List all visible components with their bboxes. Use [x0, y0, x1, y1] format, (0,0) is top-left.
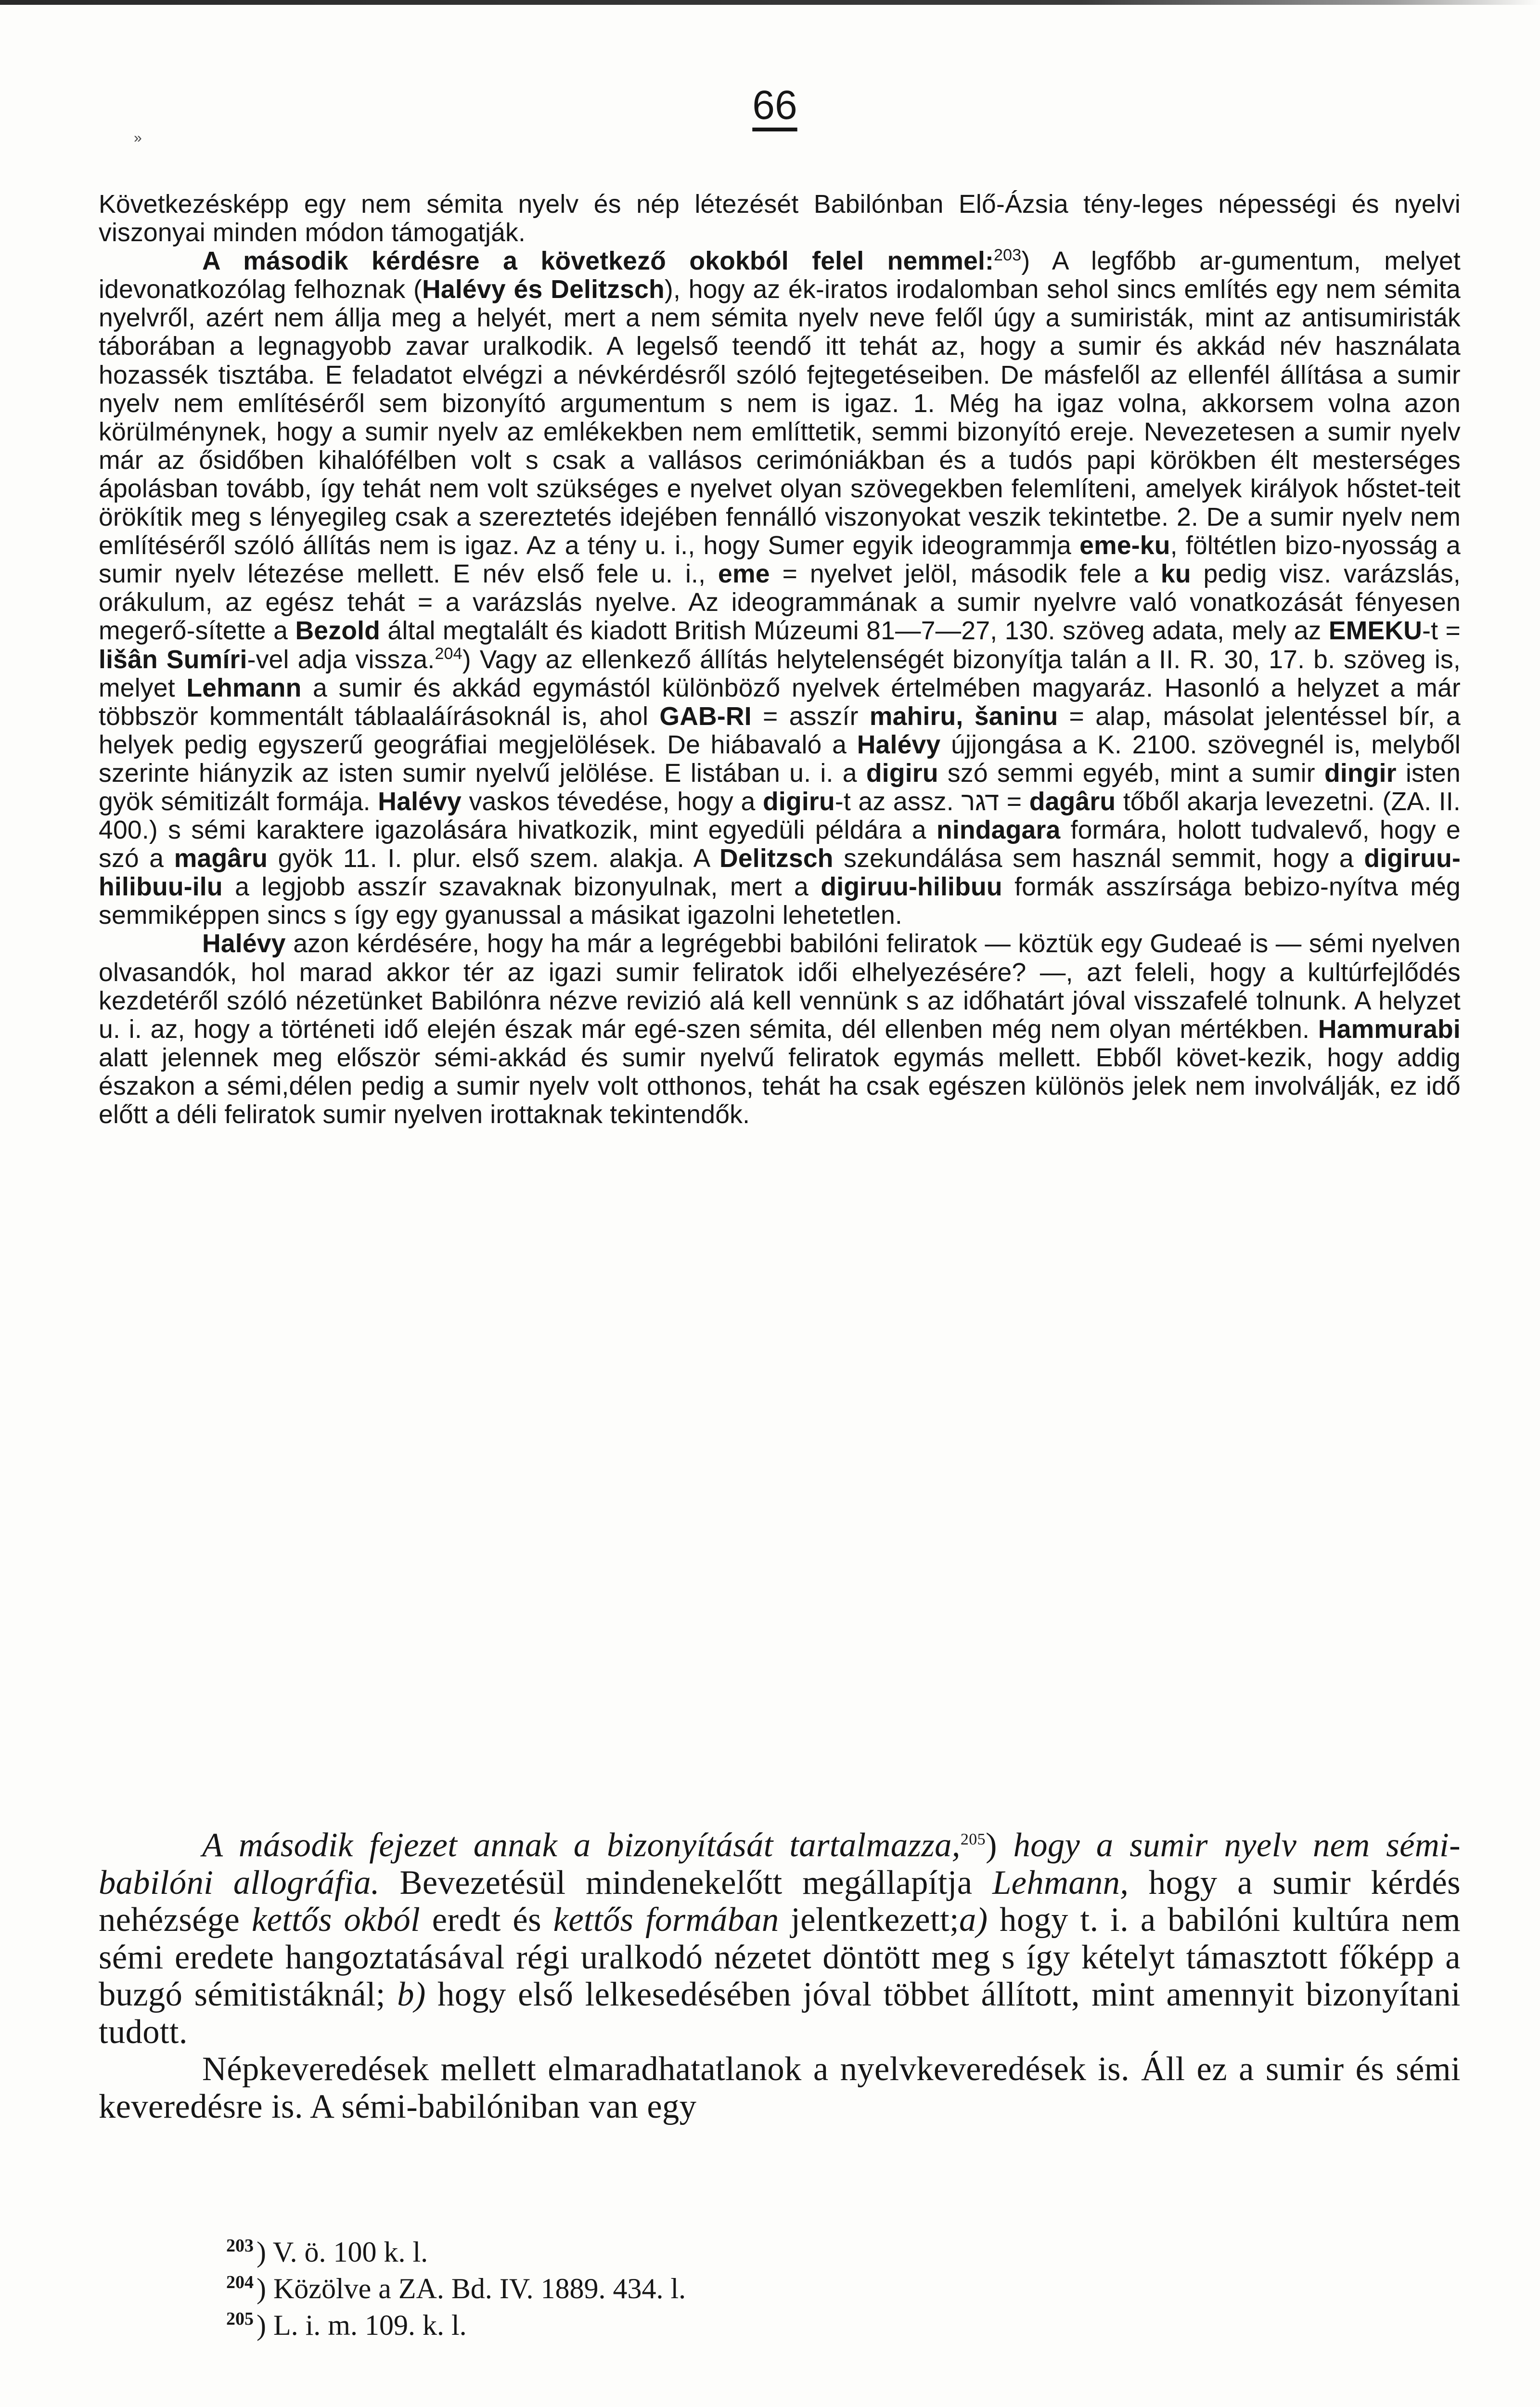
bold-term: digiru [866, 759, 938, 788]
text-run: szekundálása sem használ semmit, hogy a [833, 844, 1364, 873]
footnote-text: ) Közölve a ZA. Bd. IV. 1889. 434. l. [257, 2273, 686, 2304]
bold-term: magâru [174, 844, 268, 873]
footnote-205 [226, 2307, 1285, 2343]
footnote-ref: 203 [994, 246, 1022, 265]
bold-term: nindagara [936, 816, 1061, 845]
bold-term: Hammurabi [1318, 1015, 1461, 1044]
text-run: által megtalált és kiadott British Múzeumi 81—7—27, 130. szöveg adata, mely az [380, 617, 1329, 646]
italic-phrase: kettős formában [553, 1901, 779, 1939]
body-small-print [99, 190, 1461, 1129]
text-run: Bevezetésül mindenekelőtt megállapítja [379, 1863, 993, 1902]
text-run: ) A legfőbb ar-gumentum, melyet idevonatkozólag felhoznak ( [99, 247, 1461, 304]
bold-term: digiru [763, 787, 835, 816]
text-run: ) [986, 1826, 1014, 1864]
paragraph-3 [99, 930, 1461, 1129]
footnote-ref: 204 [435, 644, 462, 663]
text-run: = asszír [751, 702, 870, 731]
text-run: ) Vagy az ellenkező állítás helytelenségét bizonyítja talán a II. R. 30, 17. b. szöveg is, melyet [99, 645, 1461, 702]
footnote-mark: 204 [226, 2272, 254, 2292]
paragraph-2 [99, 247, 1461, 930]
footnote-ref: 205 [960, 1830, 986, 1849]
bold-term: Halévy [857, 730, 941, 759]
text-run: , föltétlen bizo-nyosság a sumir nyelv létezése mellett. E név első fele u. i., [99, 531, 1461, 589]
bold-term: digiruu-hilibuu [821, 873, 1002, 902]
text-run: = nyelvet jelöl, második fele a [770, 560, 1161, 589]
text-run: ), hogy az ék-iratos irodalomban sehol sincs említés egy nem sémita nyelvről, azért nem állja meg a helyét, mert a nem sémita nyelv neve felől úgy a sumiristák, mint az antisumiristák táborában a legnagyobb zavar uralkodik. A legelső teendő itt tehát az, hogy a sumir és akkád név használata hozassék tisztába. E feladatot elvégzi a névkérdésről szóló fejtegetéseiben. De másfelől az ellenfél állítása a sumir nyelv nem említéséről sem bizonyító argumentum s nem is igaz. 1. Még ha igaz volna, akkorsem volna azon körülménynek, hogy a sumir nyelv az emlékekben nem említtetik, semmi bizonyító ereje. Nevezetesen a sumir nyelv már az ősidőben kihalófélben volt s csak a vallásos cerimóniákban és a tudós papi körökben élt mesterséges ápolásban tovább, így tehát nem volt szükséges e nyelvet olyan szövegekben felemlíteni, amelyek királyok hőstet-teit örökítik meg s lényegileg csak a szereztetés idejében fennálló viszonyokat veszik tekintetbe. 2. De a sumir nyelv nem említéséről szóló állítás nem is igaz. Az a tény u. i., hogy Sumer egyik ideogrammja [99, 275, 1461, 560]
page-top-edge [0, 0, 1540, 5]
bold-term: GAB-RI [659, 702, 752, 731]
bold-term: digiruu-hilibuu-ilu [99, 844, 1461, 902]
bold-term: A második kérdésre a következő okokból felel nemmel: [202, 247, 994, 276]
text-run: újjongása a K. 2100. szövegnél is, melyből szerinte hiányzik az isten sumir nyelvű jelölése. E listában u. i. a [99, 730, 1461, 788]
bold-term: Halévy és Delitzsch [422, 275, 665, 304]
footnote-text: ) L. i. m. 109. k. l. [257, 2309, 467, 2341]
paragraph-4 [99, 1827, 1461, 2051]
text-run: formák asszírsága bebizo-nyítva még semmiképpen sincs s így egy gyanussal a másikat igazolni lehetetlen. [99, 873, 1461, 930]
text-run: azon kérdésére, hogy ha már a legrégebbi babilóni feliratok — köztük egy Gudeaé is — sémi nyelven olvasandók, hol marad akkor tér az igazi sumir feliratok idői elhelyezésére? —, azt feleli, hogy a kultúrfejlődés kezdetéről szóló nézetünket Babilónra nézve revizió alá kell vennünk s az időhatárt jóval visszafelé tolnunk. A helyzet u. i. az, hogy a történeti idő elején észak már egé-szen sémita, dél ellenben még nem olyan mértékben. [99, 930, 1461, 1044]
body-large-print [99, 1827, 1461, 2125]
text-run: a legjobb asszír szavaknak bizonyulnak, mert a [222, 873, 821, 902]
stray-mark: » [134, 130, 142, 146]
bold-term: eme [718, 560, 770, 589]
bold-term: ku [1160, 560, 1191, 589]
bold-term: Lehmann [186, 673, 302, 702]
footnotes [226, 2234, 1285, 2343]
text-run: tőből akarja levezetni. (ZA. II. 400.) s sémi karaktere igazolására hivatkozik, mint egyedüli példára a [99, 787, 1461, 845]
footnote-mark: 203 [226, 2236, 254, 2256]
text-run: -vel adja vissza. [247, 645, 435, 674]
text-run: -t = [1422, 617, 1461, 646]
text-run: gyök 11. I. plur. első szem. alakja. A [268, 844, 719, 873]
text-run: szó semmi egyéb, mint a sumir [938, 759, 1324, 788]
italic-phrase: A második fejezet annak a bizonyítását tartalmazza, [202, 1826, 961, 1864]
text-run: alatt jelennek meg először sémi-akkád és sumir nyelvű feliratok egymás mellett. Ebből követ-kezik, hogy addig északon a sémi,délen pedig a sumir nyelv volt otthonos, tehát ha csak egészen különös jelek nem involválják, ez idő előtt a déli feliratok sumir nyelven irottaknak tekintendők. [99, 1043, 1461, 1129]
bold-term: lišân Sumíri [99, 645, 247, 674]
bold-term: Delitzsch [719, 844, 834, 873]
footnote-203 [226, 2234, 1285, 2270]
text-run: pedig visz. varázslás, orákulum, az egész tehát = a varázslás nyelve. Az ideogrammának a sumir nyelvre való vonatkozását fényesen megerő-sítette a [99, 560, 1461, 646]
text-run: vaskos tévedése, hogy a [462, 787, 763, 816]
bold-term: Halévy [202, 930, 286, 958]
text-run: jelentkezett; [779, 1901, 959, 1939]
paragraph-1: Következésképp egy nem sémita nyelv és nép létezését Babilónban Elő-Ázsia tény-leges népességi és nyelvi viszonyai minden módon támogatják. [99, 190, 1461, 247]
footnote-text: ) V. ö. 100 k. l. [257, 2236, 428, 2268]
bold-term: EMEKU [1328, 617, 1423, 646]
italic-phrase: kettős okból [251, 1901, 421, 1939]
paragraph-5: Népkeveredések mellett elmaradhatatlanok a nyelvkeveredések is. Áll ez a sumir és sémi keveredésre is. A sémi-babilóniban van egy [99, 2050, 1461, 2125]
text-run: hogy a sumir kérdés nehézsége [99, 1863, 1461, 1939]
italic-phrase: a) [959, 1901, 988, 1939]
text-run: eredt és [420, 1901, 553, 1939]
bold-term: eme-ku [1079, 531, 1170, 560]
italic-phrase: Lehmann, [992, 1863, 1129, 1902]
text-run: hogy első lelkesedésében jóval többet állított, mint amennyit bizonyítani tudott. [99, 1976, 1461, 2051]
italic-phrase: hogy a sumir nyelv nem sémi-babilóni allográfia. [99, 1826, 1461, 1902]
text-run: isten gyök sémitizált formája. [99, 759, 1461, 816]
footnote-mark: 205 [226, 2309, 254, 2329]
text-run: -t az assz. דגר = [834, 787, 1029, 816]
bold-term: Bezold [295, 617, 381, 646]
bold-term: dingir [1324, 759, 1397, 788]
text-run: formára, holott tudvalevő, hogy e szó a [99, 816, 1461, 873]
text-run: hogy t. i. a babilóni kultúra nem sémi eredete hangoztatásával régi uralkodó nézetet döntött meg s így kételyt támasztott főképp a buzgó sémitistáknál; [99, 1901, 1461, 2013]
text-run: = alap, másolat jelentéssel bír, a helyek pedig egyszerű geográfiai megjelölések. De hiábavaló a [99, 702, 1461, 759]
bold-term: Halévy [378, 787, 462, 816]
italic-phrase: b) [397, 1976, 426, 2013]
page-number: 66 [752, 82, 797, 128]
footnote-204 [226, 2270, 1285, 2307]
text-run: a sumir és akkád egymástól különböző nyelvek értelmében magyaráz. Hasonló a helyzet a már többször kommentált táblaaláírásoknál is, ahol [99, 673, 1461, 731]
bold-term: dagâru [1029, 787, 1116, 816]
bold-term: mahiru, šaninu [869, 702, 1058, 731]
